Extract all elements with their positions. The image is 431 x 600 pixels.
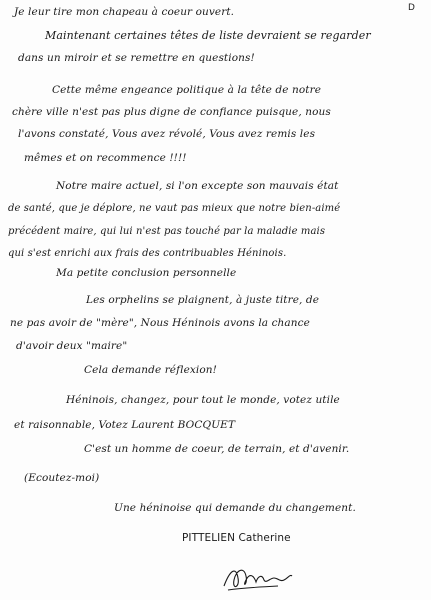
- line-21: Une héninoise qui demande du changement.: [114, 502, 356, 514]
- line-4: Cette même engeance politique à la tête de notre: [52, 84, 322, 96]
- line-3: dans un miroir et se remettre en questions!: [18, 52, 255, 64]
- line-20: (Ecoutez-moi): [24, 472, 100, 484]
- line-5: chère ville n'est pas plus digne de confiance puisque, nous: [12, 106, 331, 118]
- line-17: Héninois, changez, pour tout le monde, votez utile: [66, 394, 340, 406]
- line-6: l'avons constaté, Vous avez révolé, Vous avez remis les: [18, 128, 316, 140]
- line-15: d'avoir deux "maire": [16, 340, 128, 352]
- line-2: Maintenant certaines têtes de liste devraient se regarder: [45, 29, 371, 42]
- line-14: ne pas avoir de "mère", Nous Héninois avons la chance: [10, 317, 310, 329]
- line-8: Notre maire actuel, si l'on excepte son mauvais état: [56, 180, 339, 192]
- line-13: Les orphelins se plaignent, à juste titre, de: [86, 294, 320, 306]
- corner-mark: D: [408, 3, 415, 13]
- line-9: de santé, que je déplore, ne vaut pas mieux que notre bien-aimé: [8, 203, 341, 214]
- line-16: Cela demande réflexion!: [84, 364, 217, 376]
- line-1: Je leur tire mon chapeau à coeur ouvert.: [14, 6, 235, 18]
- signature: [218, 560, 298, 596]
- line-11: qui s'est enrichi aux frais des contribuables Héninois.: [8, 248, 287, 259]
- line-19: C'est un homme de coeur, de terrain, et d'avenir.: [84, 443, 350, 455]
- line-18: et raisonnable, Votez Laurent BOCQUET: [14, 419, 236, 431]
- line-7: mêmes et on recommence !!!!: [24, 152, 187, 164]
- line-10: précédent maire, qui lui n'est pas touché par la maladie mais: [8, 226, 326, 237]
- line-12: Ma petite conclusion personnelle: [56, 267, 237, 279]
- signatory-name: PITTELIEN Catherine: [182, 532, 291, 544]
